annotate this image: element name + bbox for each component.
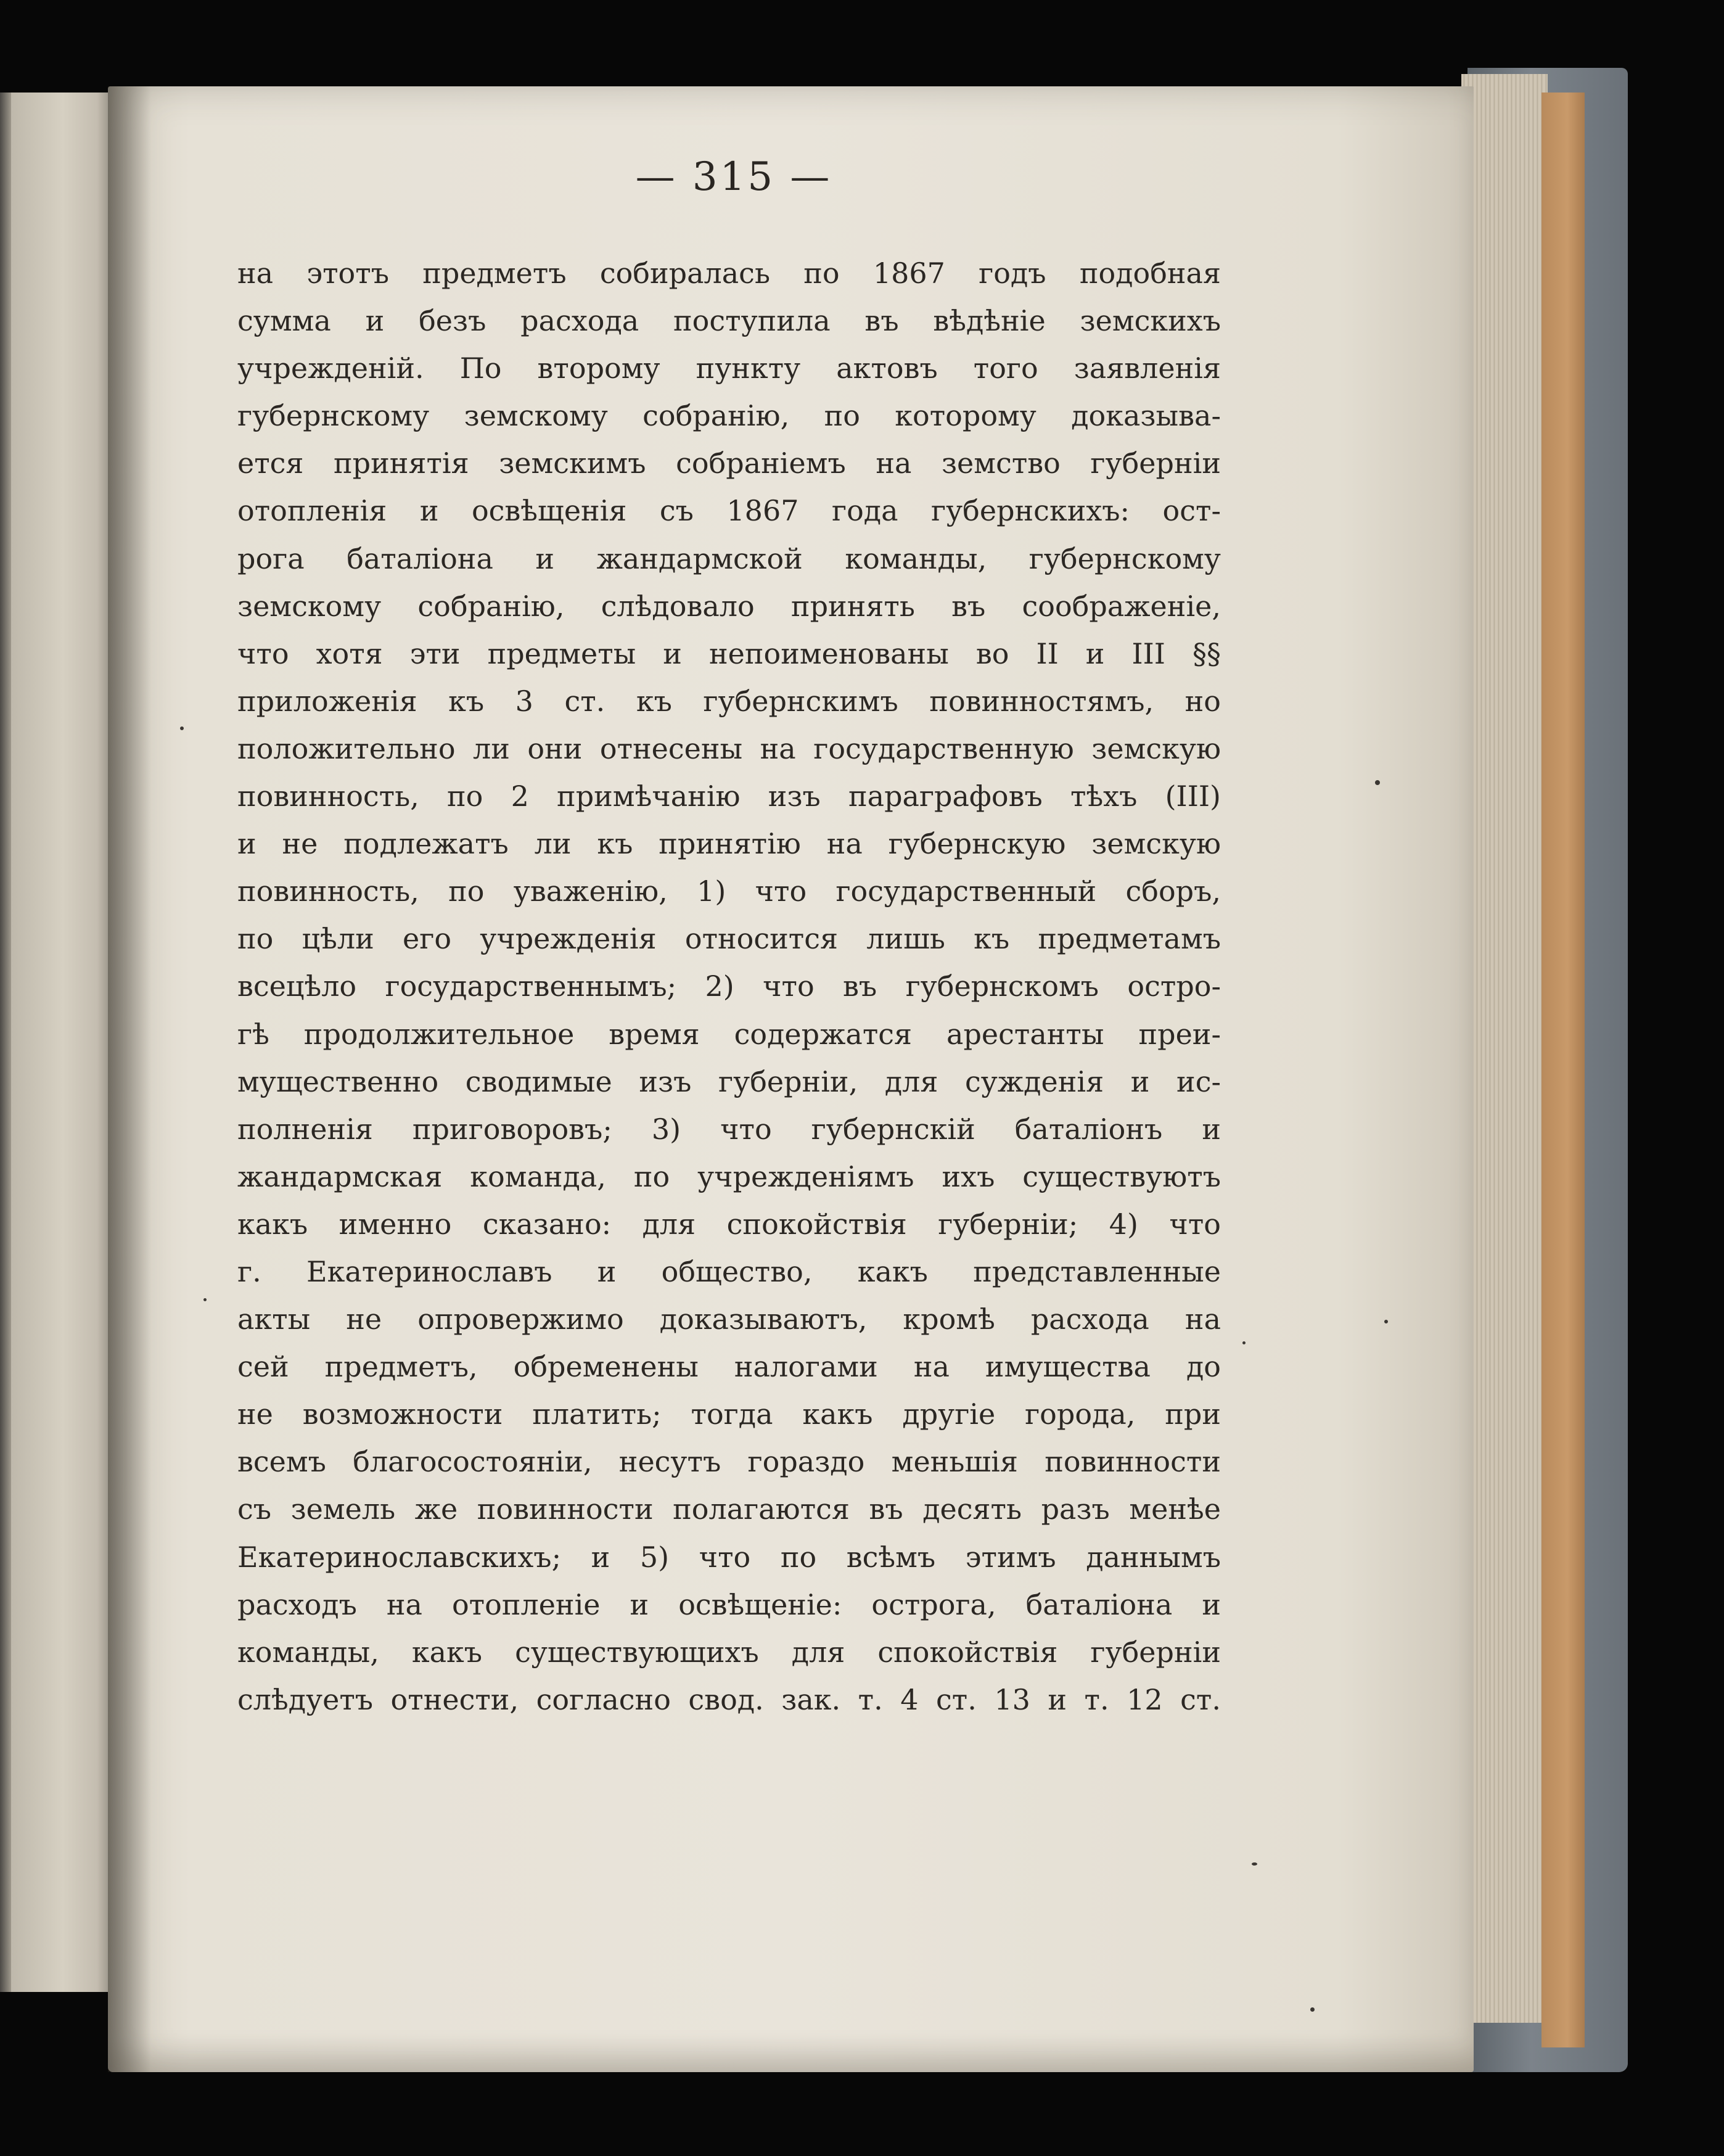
page-text-block xyxy=(237,250,1221,1724)
page-number: — 315 — xyxy=(635,154,832,200)
endpaper-edge xyxy=(1541,93,1585,2047)
text-line: отопленія и освѣщенія съ 1867 года губернскихъ: ост- xyxy=(237,494,1221,528)
paper-speck xyxy=(1310,2007,1315,2012)
text-line: рога баталіона и жандармской команды, губернскому xyxy=(237,541,1221,575)
text-line: какъ именно сказано: для спокойствія губерніи; 4) что xyxy=(237,1207,1221,1241)
text-line: земскому собранію, слѣдовало принять въ соображеніе, xyxy=(237,589,1221,623)
text-line: не возможности платить; тогда какъ другіе города, при xyxy=(237,1397,1221,1431)
text-line: сумма и безъ расхода поступила въ вѣдѣніе земскихъ xyxy=(237,304,1221,338)
text-line: на этотъ предметъ собиралась по 1867 годъ подобная xyxy=(237,257,1221,290)
text-line: и не подлежатъ ли къ принятію на губернскую земскую xyxy=(237,827,1221,861)
text-line: повинность, по 2 примѣчанію изъ параграфовъ тѣхъ (III) xyxy=(237,780,1221,813)
text-line: съ земель же повинности полагаются въ десять разъ менѣе xyxy=(237,1492,1221,1526)
text-line: всемъ благосостояніи, несутъ гораздо меньшія повинности xyxy=(237,1445,1221,1479)
paper-speck xyxy=(1384,1320,1388,1323)
paper-speck xyxy=(1252,1862,1257,1866)
text-line: акты не опровержимо доказываютъ, кромѣ расхода на xyxy=(237,1302,1221,1336)
text-line: г. Екатеринославъ и общество, какъ представленные xyxy=(237,1254,1221,1288)
paper-speck xyxy=(203,1298,207,1301)
text-line: всецѣло государственнымъ; 2) что въ губернскомъ остро- xyxy=(237,969,1221,1003)
text-line: по цѣли его учрежденія относится лишь къ предметамъ xyxy=(237,922,1221,956)
page-edges-stack xyxy=(1461,74,1548,2023)
text-line: мущественно сводимые изъ губерніи, для сужденія и ис- xyxy=(237,1064,1221,1098)
text-line: ется принятія земскимъ собраніемъ на земство губерніи xyxy=(237,446,1221,480)
text-line: полненія приговоровъ; 3) что губернскій баталіонъ и xyxy=(237,1112,1221,1146)
paper-speck xyxy=(180,726,184,730)
text-line: жандармская команда, по учрежденіямъ ихъ существуютъ xyxy=(237,1159,1221,1193)
previous-page-edge xyxy=(0,93,114,1992)
text-line: расходъ на отопленіе и освѣщеніе: острога, баталіона и xyxy=(237,1587,1221,1621)
paper-speck xyxy=(1242,1341,1246,1344)
text-line: учрежденій. По второму пункту актовъ того заявленія xyxy=(237,352,1221,385)
paper-speck xyxy=(1375,780,1380,785)
text-line: гѣ продолжительное время содержатся арестанты преи- xyxy=(237,1017,1221,1051)
text-line: положительно ли они отнесены на государственную земскую xyxy=(237,731,1221,765)
text-line: слѣдуетъ отнести, согласно свод. зак. т. 4 ст. 13 и т. 12 ст. xyxy=(237,1682,1221,1716)
text-line: приложенія къ 3 ст. къ губернскимъ повинностямъ, но xyxy=(237,684,1221,718)
text-line: команды, какъ существующихъ для спокойствія губерніи xyxy=(237,1635,1221,1669)
text-line: губернскому земскому собранію, по которому доказыва- xyxy=(237,399,1221,433)
text-line: что хотя эти предметы и непоименованы во II и III §§ xyxy=(237,636,1221,670)
text-line: сей предметъ, обременены налогами на имущества до xyxy=(237,1350,1221,1384)
text-line: Екатеринославскихъ; и 5) что по всѣмъ этимъ даннымъ xyxy=(237,1540,1221,1574)
text-line: повинность, по уваженію, 1) что государственный сборъ, xyxy=(237,874,1221,908)
book-spine-shadow xyxy=(0,93,11,1992)
